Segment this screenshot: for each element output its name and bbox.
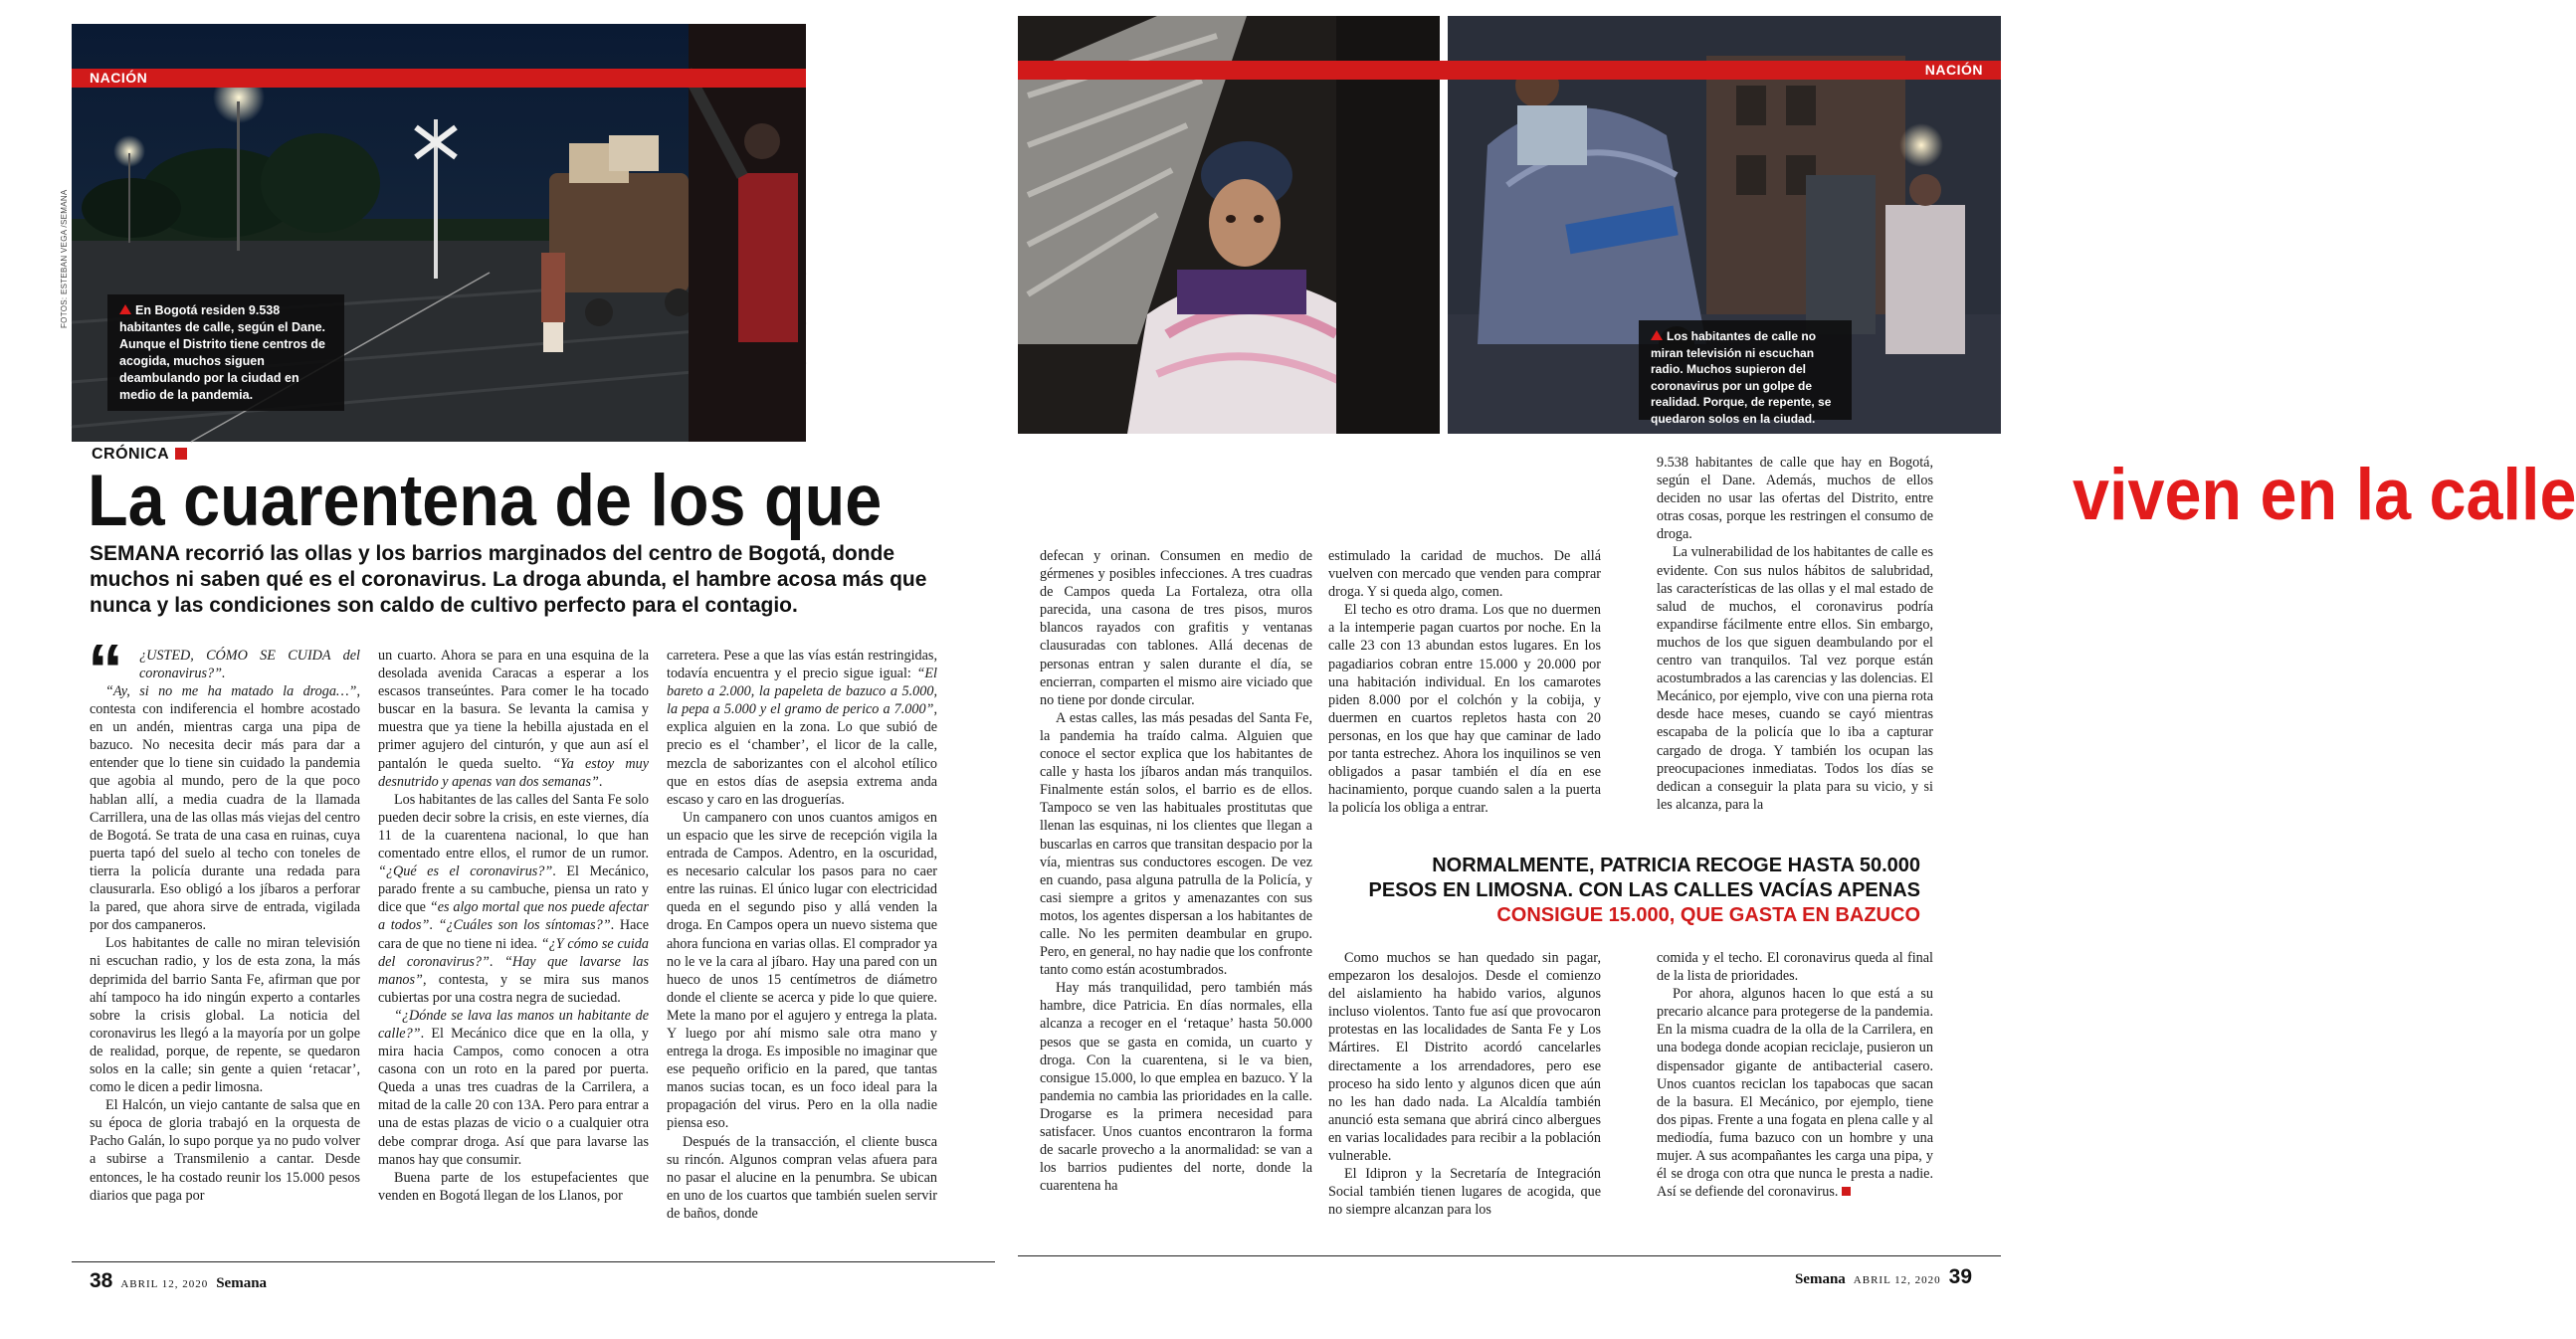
body-column-6: 9.538 habitantes de calle que hay en Bogotá, según el Dane. Además, muchos de ellos deciden no usar las ofertas del Distrito, entre otras cosas, porque les restringen el consumo de droga. La vulnerabilidad de los habitantes de calle es evidente. Con sus nulos hábitos de salubridad, las características de las ollas y el mal estado de salud de muchos, el coronavirus podría expandirse fácilmente entre ellos. Sin embargo, muchos de los que siguen deambulando por el centro van tranquilos. Tal vez porque están acostumbrados a las carencias y las dolencias. El Mecánico, por ejemplo, vive con una pierna rota desde hace meses, cuando se cayó mientras escapaba de la policía que lo iba a capturar cargado de droga. Y también los ocupan las preocupaciones inmediatas. Todos los días se dedican a conseguir la plata para su vicio, y si les alcanza, para la bbox=[1657, 455, 1933, 813]
kicker: CRÓNICA bbox=[92, 446, 187, 464]
section-bar-right: NACIÓN bbox=[1018, 61, 2001, 80]
body-column-6-lower: comida y el techo. El coronavirus queda al final de la lista de prioridades. Por ahora, algunos hacen lo que está a su precario alcance para protegerse de la pandemia. En la misma cuadra de la olla de la Carrilera, en una bodega donde acopian reciclaje, pusieron un dispensador gigante de antibacterial casero. Unos cuantos reciclan los tapabocas que sacan de la basura. El Mecánico, por ejemplo, tiene dos pipas. Frente a una fogata en plena calle y al mediodía, fuma bazuco con un hombre y una mujer. A sus acompañantes les carga una pipa, y él se droga con otra que nunca le presta a nadie. Así se defiende del coronavirus. bbox=[1657, 950, 1933, 1201]
caption-triangle-icon bbox=[119, 304, 131, 314]
body-column-3: carretera. Pese a que las vías están restringidas, todavía encuentra y el precio sigue igual: “El bareto a 2.000, la papeleta de bazuco a 5.000, la pepa a 5.000 y el gramo de perico a 7.000”, explica alguien en la zona. Lo que subió de precio es el ‘chamber’, el licor de la calle, mezcla de saborizantes con el alcohol etílico que en estos días de asepsia extrema anda escaso y caro en las droguerías. Un campanero con unos cuantos amigos en un espacio que les sirve de recepción vigila la entrada de Campos. Adentro, en la oscuridad, es necesario calcular los pasos para no caer entre las ruinas. El único lugar con electricidad queda en el segundo piso y allá venden la droga. En Campos opera un nuevo sistema que ahora funciona en varias ollas. El comprador ya no le ve la cara al jíbaro. Hay una pared con un hueco de unos 15 centímetros de diámetro donde el cliente se acerca y pide lo que quiere. Mete la mano por el agujero y entrega la plata. Y luego por ahí mismo sale otra mano y entrega la droga. Es imposible no imaginar que ese pequeño orificio en la pared, que tantas manos sucias tocan, es un foco ideal para la propagación del virus. Pero en la olla nadie piensa eso. Después de la transacción, el cliente busca su rincón. Algunos compran velas afuera para no pasar el alucine en la penumbra. Se ubican en uno de los cuartos que también suelen servir de baños, donde bbox=[667, 648, 937, 1222]
red-square-icon bbox=[175, 448, 187, 460]
folio-left: 38 ABRIL 12, 2020 Semana bbox=[90, 1269, 268, 1292]
body-column-1: ¿USTED, CÓMO SE CUIDA del coronavirus?”. bbox=[139, 648, 360, 682]
folio-right: Semana ABRIL 12, 2020 39 bbox=[1794, 1265, 1972, 1288]
body-column-4: defecan y orinan. Consumen en medio de gérmenes y posibles infecciones. A tres cuadras de Campos queda La Fortaleza, otra olla parecida, una casona de tres pisos, muros blancos rayados con grafitis y ventanas clausuradas con tablones. Allá decenas de personas entran y salen durante el día, se encierran, comparten el mismo aire viciado que no tiene por donde circular. A estas calles, las más pesadas del Santa Fe, la pandemia ha traído calma. Alguien que conoce el sector explica que los habitantes de calle y hasta los jíbaros andan más tranquilos. Finalmente están solos, el barrio es de ellos. Tampoco se ven las habituales prostitutas que llenan las esquinas, ni los clientes que llegan a buscarlas en carros que transitan despacio por la vía, mientras sus conductores escogen. De vez en cuando, pasa alguna patrulla de la Policía, y casi siempre a gritos y amenazantes con sus motos, los agentes dispersan a los habitantes de calle. No les permiten deambular en grupo. Pero, en general, no hay nadie que los confronte tanto como están acostumbrados. Hay más tranquilidad, pero también más hambre, dice Patricia. En días normales, ella alcanza a recoger en el ‘retaque’ hasta 50.000 pesos que se gasta en comida, un cuarto y droga. Con la cuarentena, si le va bien, consigue 15.000, lo que emplea en bazuco. Y la pandemia no cambia las prioridades en la calle. Drogarse es la primera necesidad para satisfacer. Unos cuantos encontraron la forma de sacarle provecho a la anormalidad: se van a los barrios pudientes del norte, donde la cuarentena ha bbox=[1040, 548, 1312, 1195]
caption-triangle-icon bbox=[1651, 330, 1663, 340]
deck: SEMANA recorrió las ollas y los barrios marginados del centro de Bogotá, donde muchos ni saben qué es el coronavirus. La droga abunda, el hambre acosa más que nunca y las condiciones son caldo de cultivo perfecto para el contagio. bbox=[90, 542, 927, 617]
section-label-left: NACIÓN bbox=[72, 69, 806, 88]
photo-credit: FOTOS: ESTEBAN VEGA /SEMANA bbox=[60, 189, 69, 328]
body-column-2: un cuarto. Ahora se para en una esquina de la desolada avenida Caracas a esperar a los escasos transeúntes. Para comer le ha tocado buscar en la basura. Se levanta la camisa y muestra que ya tiene la hebilla ajustada en el primer agujero del cinturón, y que aun así el pantalón le queda suelto. “Ya estoy muy desnutrido y apenas van dos semanas”. Los habitantes de las calles del Santa Fe solo pueden decir sobre la crisis, en este viernes, día 11 de la cuarentena nacional, lo que han comentado entre ellos, el rumor de un rumor. “¿Qué es el coronavirus?”. El Mecánico, parado frente a su cambuche, piensa un rato y dice que “es algo mortal que nos puede afectar a todos”. “¿Cuáles son los síntomas?”. Hace cara de que no tiene ni idea. “¿Y cómo se cuida del coronavirus?”. “Hay que lavarse las manos”, contesta, y se mira sus manos cubiertas por una costra negra de suciedad. “¿Dónde se lava las manos un habitante de calle?”. El Mecánico dice que en la olla, y mira hacia Campos, como conocen a otra casona con un roto en la pared por puerta. Queda a unas tres cuadras de la Carrilera, a mitad de la calle 20 con 13A. Pero para entrar a una de estas plazas de vicio o a cualquier otra debe comprar droga. Así que para lavarse las manos hay que consumir. Buena parte de los estupefacientes que venden en Bogotá llegan de los Llanos, por bbox=[378, 648, 650, 1204]
right-page bbox=[1010, 0, 2576, 1339]
body-column-5-lower: Como muchos se han quedado sin pagar, empezaron los desalojos. Desde el comienzo del aislamiento ha habido varios, algunos incluso violentos. Tanto fue así que provocaron protestas en las localidades de Santa Fe y Los Mártires. El Distrito acordó cancelarles directamente a los arrendadores, pero ese proceso ha sido lento y algunos dicen que aún no les han dado nada. La Alcaldía también anunció esta semana que abrirá cinco albergues en varias localidades para recibir a la población vulnerable. El Idipron y la Secretaría de Integración Social también tienen lugares de acogida, que no siempre alcanzan para los bbox=[1328, 950, 1601, 1219]
end-mark-icon bbox=[1842, 1187, 1851, 1196]
headline-part-2: viven en la calle bbox=[2073, 453, 2576, 535]
drop-quote-mark: “ bbox=[88, 631, 123, 710]
body-column-5: estimulado la caridad de muchos. De allá vuelven con mercado que venden para comprar droga. Y si queda algo, comen. El techo es otro drama. Los que no duermen a la intemperie pagan cuartos por noche. En la calle 23 con 13 abundan estos lugares. En los pagadiarios cobran entre 15.000 y 20.000 por una habitación individual. En los camarotes piden 8.000 por el colchón y la cobija, y duermen en cuartos repletos hasta con 20 personas, en los que hay que caminar de lado por tanta estrechez. Ahora los inquilinos se ven obligados a pasar también el día en ese hacinamiento, porque cuando salen a la puerta la policía los obliga a entrar. bbox=[1328, 548, 1601, 817]
photo-caption-left: En Bogotá residen 9.538 habitantes de calle, según el Dane. Aunque el Distrito tiene centros de acogida, muchos siguen deambulando por la ciudad en medio de la pandemia. bbox=[107, 294, 344, 411]
headline-part-1: La cuarentena de los que bbox=[88, 459, 883, 541]
bottom-rule-right bbox=[1018, 1255, 2001, 1256]
bottom-rule-left bbox=[72, 1261, 995, 1262]
body-column-1-cont: “Ay, si no me ha matado la droga…”, contesta con indiferencia el hombre acostado en un andén, mientras carga una pipa de bazuco. No necesita decir más para dar a entender que lo tiene sin cuidado la pandemia que agobia al mundo, pero de la que poco hablan allí, a media cuadra de la llamada Carrillera, una de las ollas más viejas del centro de Bogotá. Se trata de una casa en ruinas, cuya puerta tapó del suelo al techo con toneles de tierra la policía durante una redada para clausurarla. Eso obligó a los jíbaros a perforar la pared, que ahora sirve de entrada, vigilada por dos campaneros. Los habitantes de calle no miran televisión ni escuchan radio, y los de esta zona, la más deprimida del barrio Santa Fe, afirman que por ahí tampoco ha ido ningún experto a contarles sobre la crisis global. La noticia del coronavirus les llegó a la mayoría por un golpe de realidad, porque, de repente, se quedaron solos en la calle; sin gente a quien ‘retacar’, como le dicen a pedir limosna. El Halcón, un viejo cantante de salsa que en su época de gloria trabajó en la orquesta de Pacho Galán, lo supo porque ya no pudo volver a subirse a Transmilenio a cantar. Desde entonces, le ha costado reunir los 15.000 pesos diarios que paga por bbox=[90, 683, 360, 1204]
photo-caption-right: Los habitantes de calle no miran televisión ni escuchan radio. Muchos supieron del coronavirus por un golpe de realidad. Porque, de repente, se quedaron solos en la ciudad. bbox=[1639, 320, 1852, 420]
pull-quote: NORMALMENTE, PATRICIA RECOGE HASTA 50.000 PESOS EN LIMOSNA. CON LAS CALLES VACÍAS APENAS CONSIGUE 15.000, QUE GASTA EN BAZUCO bbox=[1368, 855, 1920, 926]
left-page bbox=[0, 0, 1010, 1339]
